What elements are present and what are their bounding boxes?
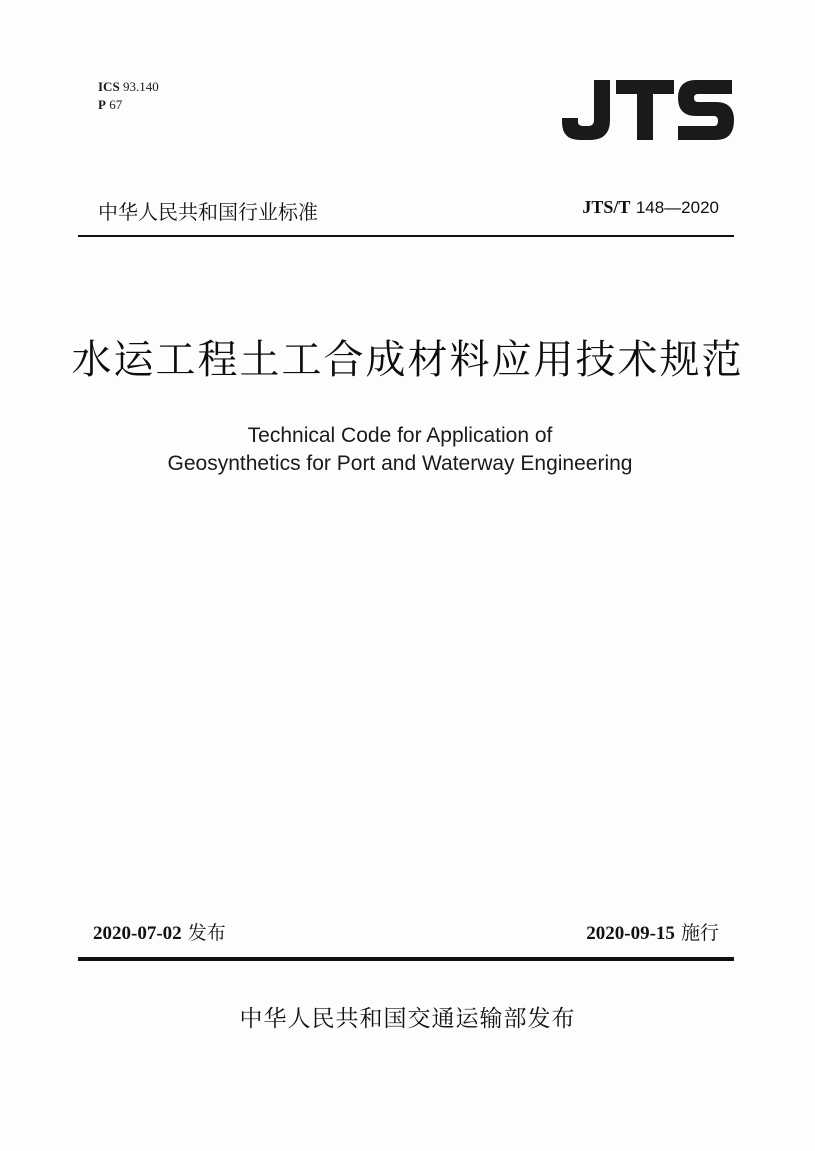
effective-date [586,918,719,945]
english-title-line-1: Technical Code for Application of [247,424,553,447]
ccs-value: 67 [109,97,123,112]
jts-logo-letter-t [616,80,674,140]
chinese-title: 水运工程土工合成材料应用技术规范 [71,337,744,383]
ccs-label: P [98,97,106,112]
english-title-line-2: Geosynthetics for Port and Waterway Engineering [167,452,633,475]
ics-value: 93.140 [122,79,159,94]
ics-label: ICS [98,79,120,94]
ccs-code [98,96,159,114]
footer-divider [78,957,734,961]
standard-type: 中华人民共和国行业标准 [98,200,318,224]
classification-codes [98,78,159,114]
english-title [0,422,800,478]
standard-number-prefix: JTS/T [582,197,631,217]
issue-date-value: 2020-07-02 [93,923,182,944]
jts-logo [560,74,736,146]
effective-date-value: 2020-09-15 [586,923,675,944]
standard-number-value: 148—2020 [635,198,719,217]
jts-logo-graphic [560,74,736,146]
issue-date [93,918,226,945]
publisher: 中华人民共和国交通运输部发布 [239,1006,576,1032]
ics-code [98,78,159,96]
standard-number [582,197,719,218]
jts-logo-letter-j [562,80,610,140]
effective-date-label: 施行 [680,922,719,944]
jts-logo-letter-s [678,80,734,140]
issue-date-label: 发布 [187,922,226,944]
header-divider [78,235,734,237]
